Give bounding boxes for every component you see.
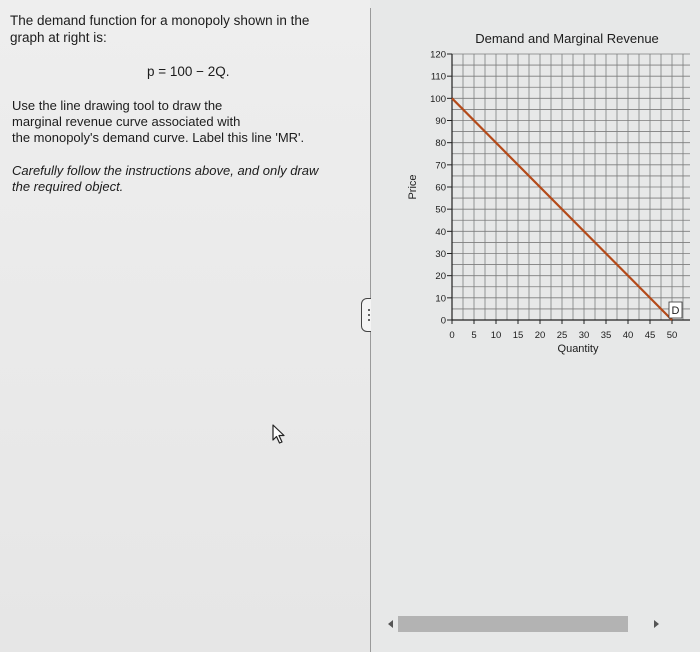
chart-grid bbox=[452, 54, 690, 320]
y-tick-label: 50 bbox=[435, 204, 446, 216]
x-tick-label: 45 bbox=[644, 330, 656, 341]
caution-line2: the required object. bbox=[12, 179, 124, 194]
y-tick-label: 40 bbox=[435, 226, 446, 238]
x-tick-label: 15 bbox=[512, 330, 524, 341]
x-tick-label: 5 bbox=[471, 330, 477, 341]
horizontal-scrollbar[interactable] bbox=[382, 614, 666, 634]
caution-line1: Carefully follow the instructions above, and only draw bbox=[12, 163, 319, 178]
instruction-line1: Use the line drawing tool to draw the bbox=[12, 98, 223, 113]
x-tick-label: 0 bbox=[449, 330, 455, 341]
y-tick-label: 100 bbox=[430, 93, 446, 105]
y-tick-label: 70 bbox=[435, 160, 446, 172]
y-tick-label: 20 bbox=[435, 271, 446, 283]
demand-equation: p = 100 − 2Q. bbox=[147, 64, 230, 79]
instruction-line3: the monopoly's demand curve. Label this line 'MR'. bbox=[12, 130, 305, 145]
y-tick-label: 110 bbox=[430, 71, 446, 83]
x-tick-label: 25 bbox=[556, 330, 568, 341]
y-tick-label: 80 bbox=[435, 138, 446, 150]
x-axis-label: Quantity bbox=[557, 343, 599, 355]
x-tick-label: 30 bbox=[578, 330, 590, 341]
y-tick-label: 90 bbox=[435, 116, 446, 127]
y-axis-label: Price bbox=[407, 174, 419, 200]
question-intro-line1: The demand function for a monopoly shown in the bbox=[10, 13, 310, 28]
x-tick-label: 50 bbox=[666, 330, 678, 341]
y-tick-label: 60 bbox=[435, 182, 446, 194]
demand-curve-label: D bbox=[671, 305, 680, 317]
x-tick-label: 35 bbox=[600, 330, 612, 341]
y-tick-label: 30 bbox=[435, 249, 446, 260]
triangle-left-icon[interactable] bbox=[388, 620, 393, 628]
x-tick-label: 20 bbox=[534, 330, 546, 341]
scrollbar-thumb[interactable] bbox=[398, 616, 628, 632]
x-tick-label: 40 bbox=[622, 330, 634, 341]
chart-tick-labels bbox=[430, 50, 677, 342]
instruction-line2: marginal revenue curve associated with bbox=[12, 114, 241, 129]
x-tick-label: 10 bbox=[490, 330, 502, 341]
y-tick-label: 10 bbox=[435, 293, 446, 305]
triangle-right-icon[interactable] bbox=[654, 620, 659, 628]
chart-title: Demand and Marginal Revenue bbox=[475, 31, 659, 46]
y-tick-label: 120 bbox=[430, 49, 446, 61]
question-intro-line2: graph at right is: bbox=[10, 30, 107, 45]
y-tick-label: 0 bbox=[440, 315, 446, 327]
